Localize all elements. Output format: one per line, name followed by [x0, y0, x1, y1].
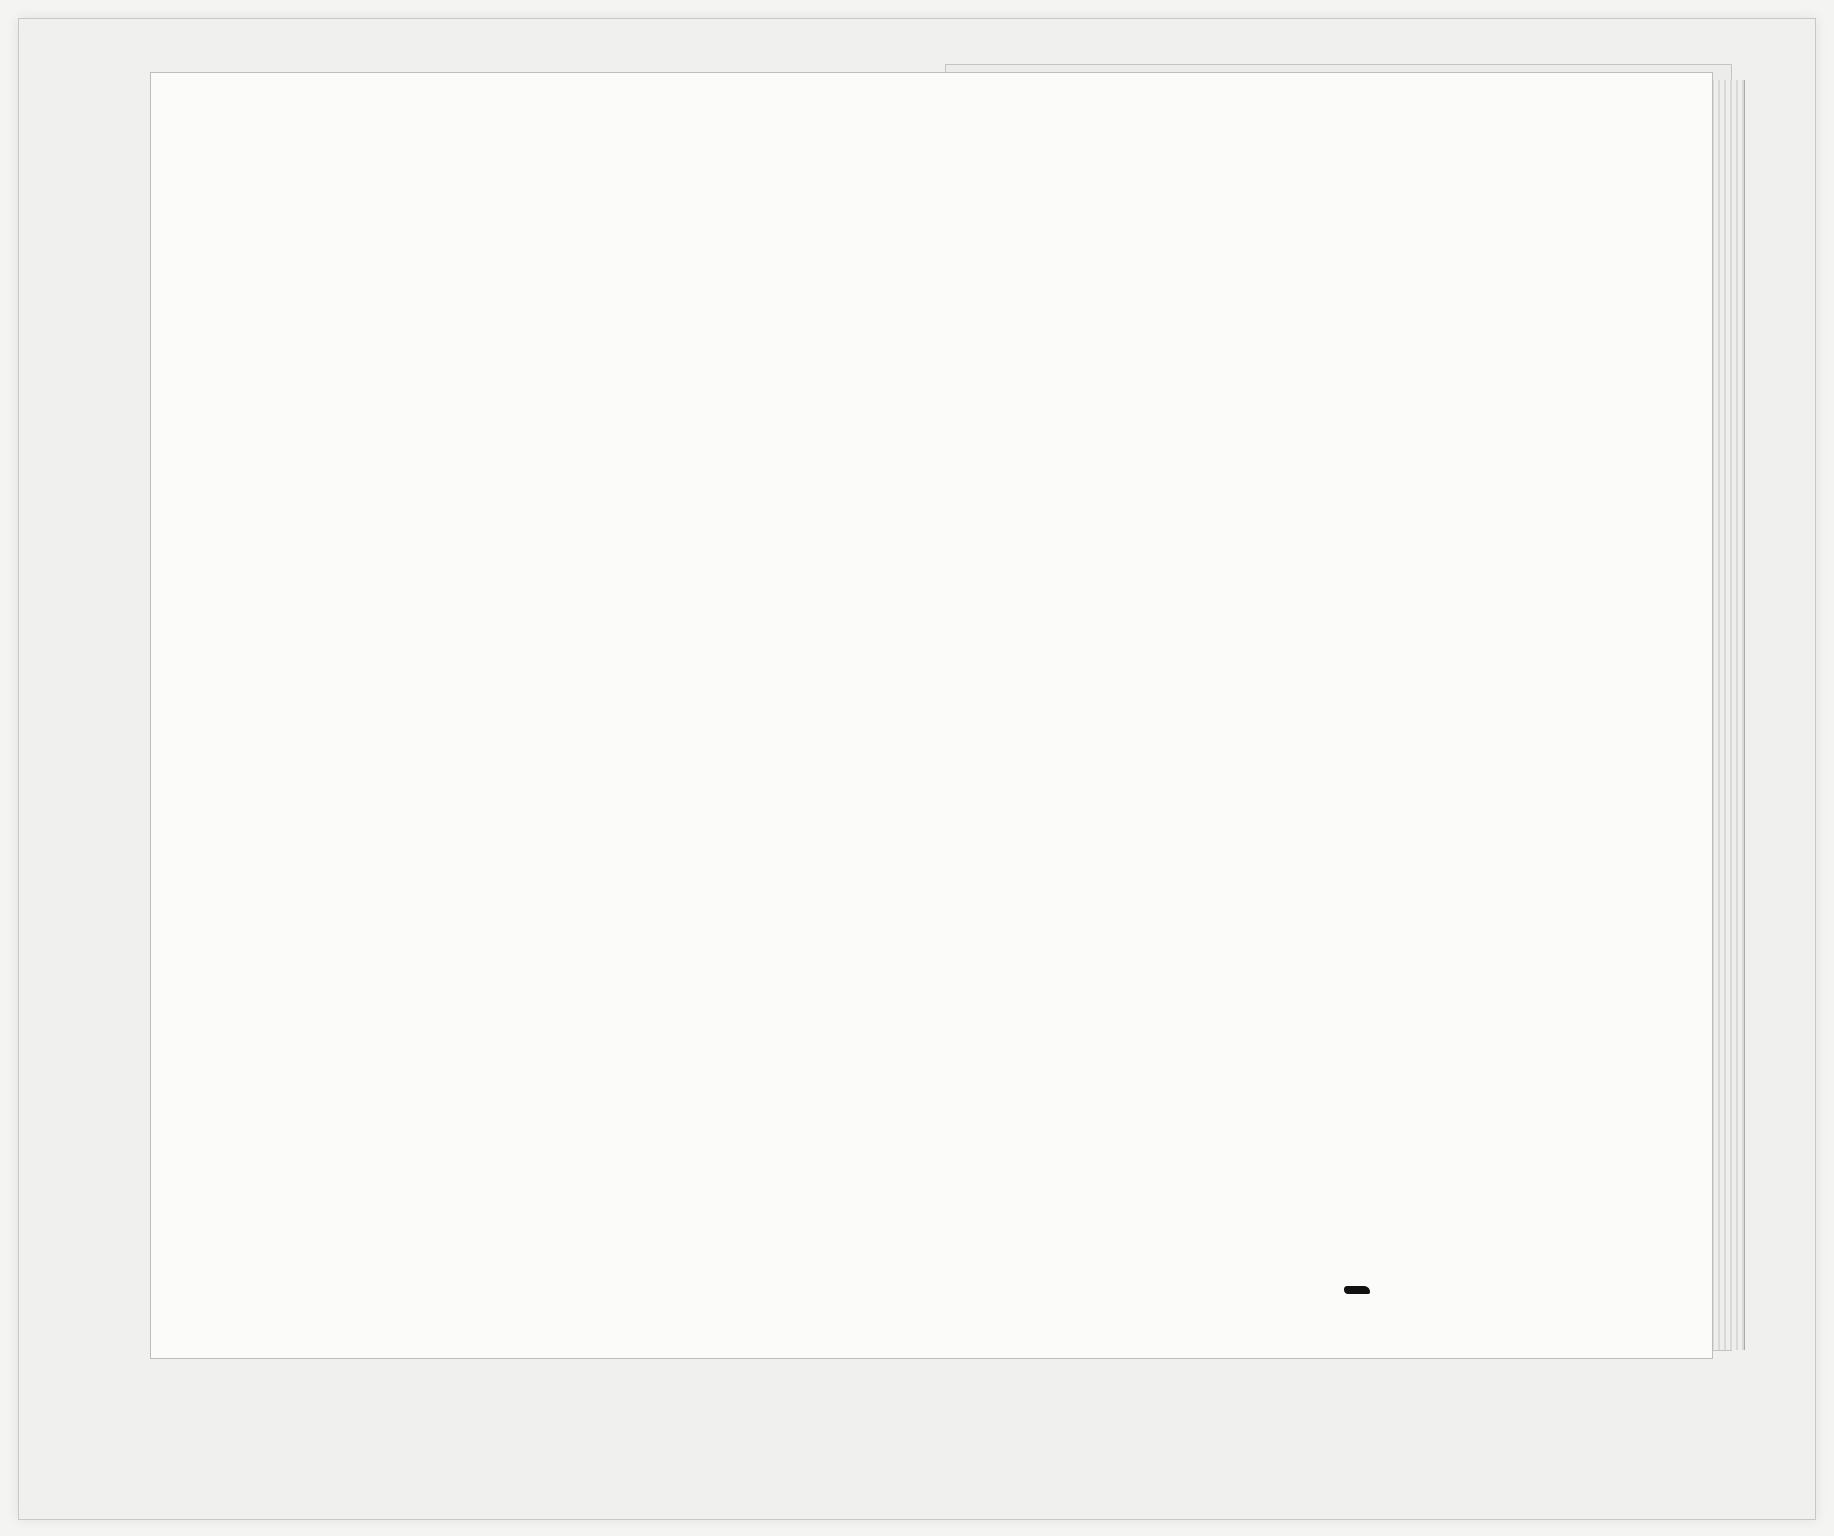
page-stack-edge [1712, 80, 1745, 1350]
ink-mark [1344, 1286, 1370, 1294]
left-page [150, 72, 952, 1359]
rules-text [1516, 250, 1708, 1310]
